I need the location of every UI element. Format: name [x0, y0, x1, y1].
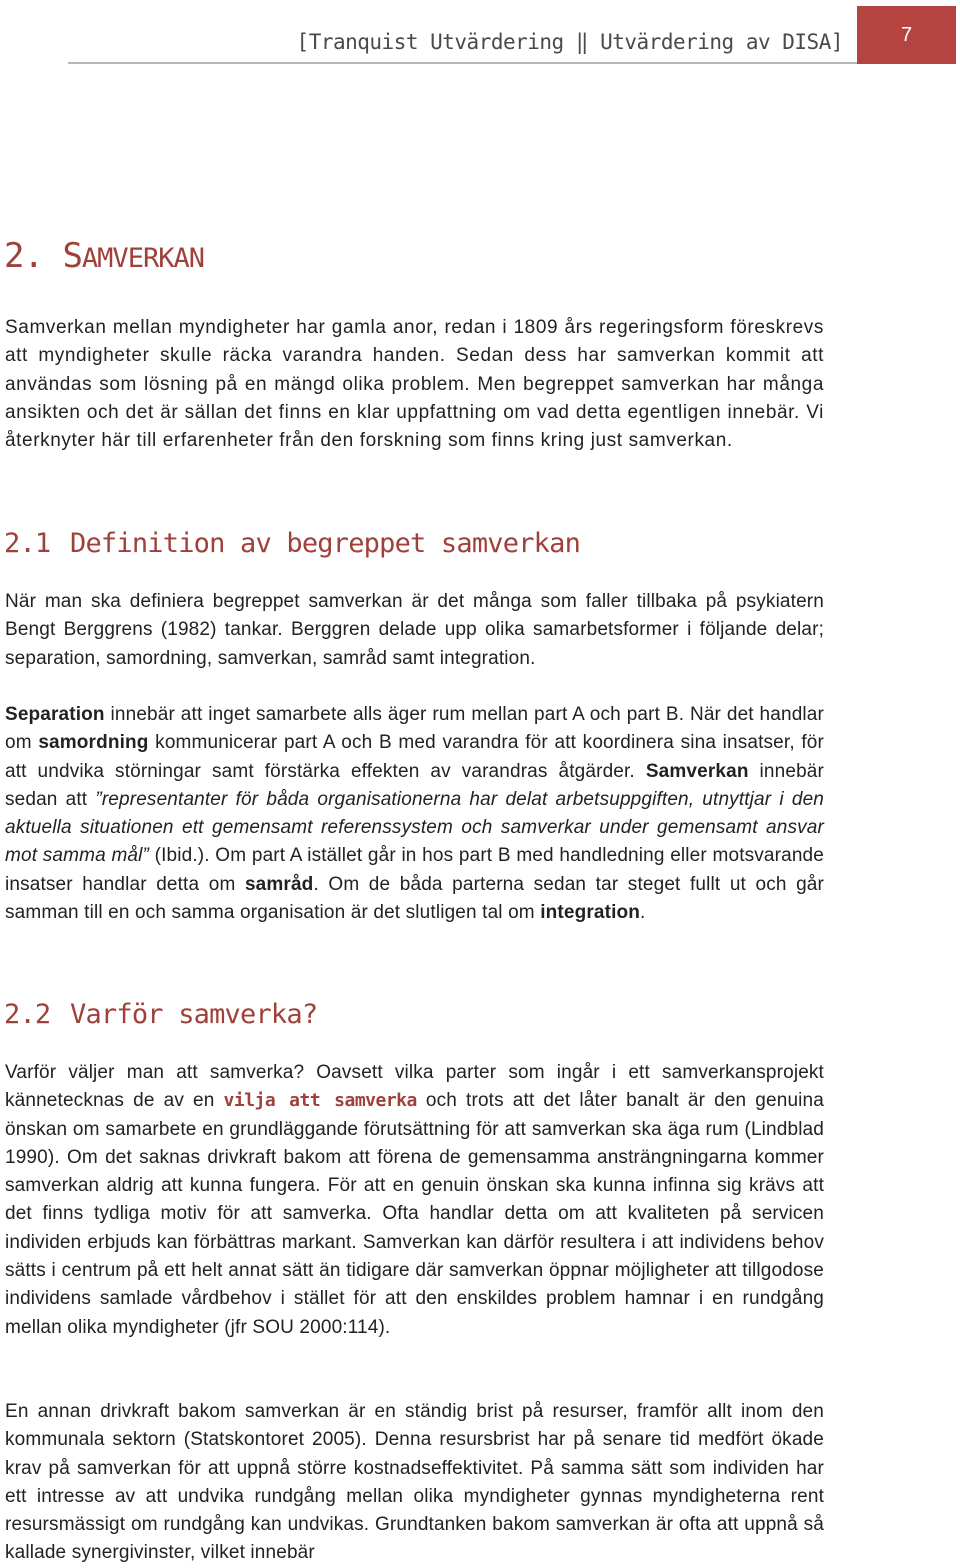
- definition-paragraph-1: När man ska definiera begreppet samverkan är det många som faller tillbaka på psykiatern Bengt Berggrens (1982) tankar. Berggren delade upp olika samarbetsformer i följande delar; separation, samordning, samverkan, samråd samt integration.: [5, 591, 824, 669]
- section-2-2-number: 2.2: [4, 999, 51, 1030]
- text-run: Varför väljer man att samverka? Oavsett vilka parter som ingår i ett samverkansprojekt kännetecknas de av en: [5, 1062, 824, 1112]
- why-paragraph-1: [5, 1059, 824, 1342]
- text-run: kommunicerar part A och B med varandra för att koordinera sina insatser, för att undvika störningar samt förstärka effekten av varandras åtgärder.: [5, 732, 824, 782]
- definition-paragraph-2: [5, 701, 824, 927]
- quotation: ”representanter för båda organisationerna har delat arbetsuppgiften, utnyttjar i den aktuella situationen ett gemensamt referenssystem och samverkar under gemensamt ansvar mot samma mål”: [5, 788, 824, 867]
- section-2-1-title: Definition av begreppet samverkan: [70, 528, 581, 559]
- header-title: [Tranquist Utvärdering ‖ Utvärdering av DISA]: [296, 30, 843, 54]
- term-samverkan: Samverkan: [645, 760, 749, 782]
- text-run: innebär att inget samarbete alls äger rum mellan part A och part B. När det handlar om: [5, 704, 824, 754]
- term-samrad: samråd: [244, 873, 314, 895]
- page-number: 7: [900, 23, 913, 46]
- text-run: .: [640, 902, 646, 924]
- text-run: innebär sedan att: [5, 760, 824, 810]
- section-2-1-heading: [4, 528, 580, 559]
- text-run: (Ibid.). Om part A istället går in hos part B med handledning eller motsvarande insatser handlar detta om: [5, 845, 824, 895]
- term-separation: Separation: [5, 704, 105, 725]
- term-integration: integration: [540, 902, 641, 924]
- why-paragraph-2: En annan drivkraft bakom samverkan är en ständig brist på resurser, framför allt inom den kommunala sektorn (Statskontoret 2005). Denna resursbrist har på senare tid medfört ökade krav på samverkan för att uppnå större kostnadseffektivitet. På samma sätt som individen har ett intresse av att undvika rundgång mellan olika myndigheter gynnas myndigheterna rent resursmässigt om rundgång kan undvikas. Grundtanken bakom samverkan är ofta att uppnå så kallade synergivinster, vilket innebär: [5, 1401, 824, 1564]
- text-run: och trots att det låter banalt är den genuina önskan om samarbete en grundläggande förutsättning för att samverkan ska äga rum (Lindblad 1990). Om det saknas drivkraft bakom att förena de gemensamma ansträngningarna kommer samverkan aldrig att kunna fungera. För att en genuin önskan ska kunna infinna sig krävs att det finns tydliga motiv för att samverka. Ofta handlar detta om att kvaliteten på servicen individen erbjuds kan förbättras markant. Samverkan kan därför resultera i att individens behov sätts i centrum på ett helt annat sätt än tidigare där samverkan öppnar möjligheter att tillgodose individens samlade vårdbehov i stället för att den enskildes problem hamnar i en rundgång mellan olika myndigheter (jfr SOU 2000:114).: [5, 1090, 824, 1338]
- emphasis-vilja-att-samverka: vilja att samverka: [223, 1090, 417, 1112]
- text-run: . Om de båda parterna sedan tar steget fullt ut och går samman till en och samma organisation är det slutligen tal om: [5, 873, 824, 924]
- chapter-heading: [4, 236, 204, 276]
- page-header: [68, 6, 857, 64]
- section-2-2-heading: [4, 999, 317, 1030]
- term-samordning: samordning: [38, 732, 149, 754]
- intro-paragraph: Samverkan mellan myndigheter har gamla anor, redan i 1809 års regeringsform föreskrevs att myndigheter skulle räcka varandra handen. Sedan dess har samverkan kommit att användas som lösning på en mängd olika problem. Men begreppet samverkan har många ansikten och det är sällan det finns en klar uppfattning om vad detta egentligen innebär. Vi återknyter här till erfarenheter från den forskning som finns kring just samverkan.: [5, 317, 824, 452]
- page-number-box: [857, 6, 956, 64]
- chapter-number: 2.: [4, 236, 43, 276]
- section-2-1-number: 2.1: [4, 528, 51, 559]
- chapter-title: SAMVERKAN: [62, 236, 204, 276]
- section-2-2-title: Varför samverka?: [70, 999, 318, 1030]
